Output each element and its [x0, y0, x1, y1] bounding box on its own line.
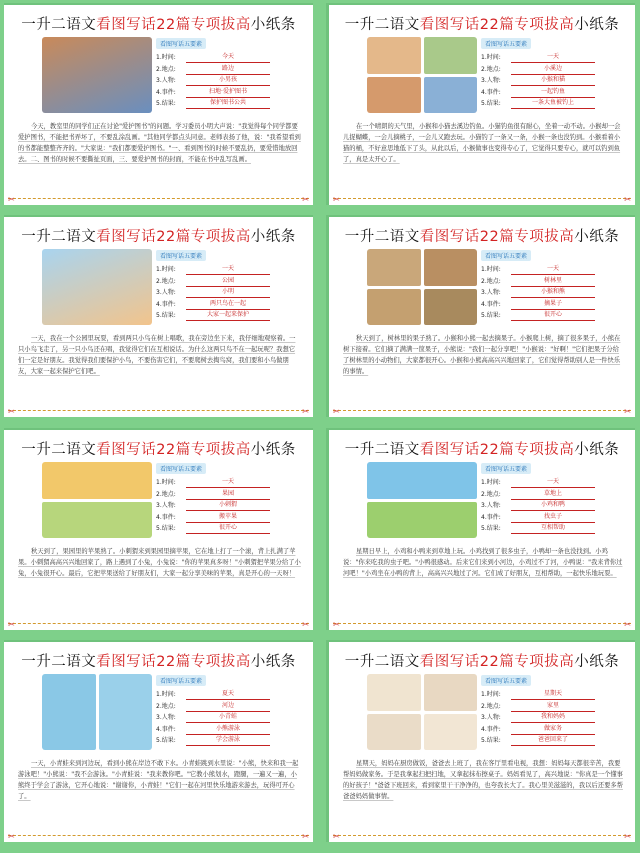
element-key: 5.结果:	[481, 737, 501, 744]
card-title	[329, 13, 635, 34]
title-highlight: 看图写话22篇专项拔高	[96, 17, 251, 33]
card-title	[4, 650, 313, 671]
five-elements-box	[481, 250, 599, 326]
element-key: 4.事件:	[156, 300, 176, 308]
cut-line	[333, 404, 631, 416]
scissor-icon: ✂	[624, 832, 631, 841]
illustration-panel	[367, 502, 477, 539]
element-value: 小青蛙	[186, 712, 270, 723]
element-key: 1.时间:	[156, 691, 176, 698]
element-key: 5.结果:	[156, 737, 176, 744]
title-prefix: 一升二语文	[21, 654, 97, 670]
element-key: 4.事件:	[156, 513, 176, 521]
note-card	[4, 3, 313, 205]
element-row	[156, 64, 274, 76]
element-value: 小明	[186, 287, 270, 298]
element-key: 4.事件:	[481, 513, 501, 521]
story-text	[18, 546, 301, 579]
illustration-panel	[424, 77, 478, 114]
element-value: 一天	[511, 264, 595, 275]
note-card	[326, 428, 635, 630]
element-row	[156, 512, 274, 524]
element-value: 一起钓鱼	[511, 87, 595, 98]
cut-line	[333, 829, 631, 841]
illustration-panel	[367, 462, 477, 499]
element-value: 保护图书公共	[186, 98, 270, 109]
box-heading: 看图写话五要素	[481, 250, 531, 261]
element-row	[156, 523, 274, 535]
element-value: 树林里	[511, 276, 595, 287]
element-key: 2.地点:	[156, 65, 176, 73]
element-row	[481, 98, 599, 110]
element-key: 1.时间:	[481, 266, 501, 273]
element-key: 3.人物:	[156, 77, 176, 84]
title-highlight: 看图写话22篇专项拔高	[419, 17, 575, 33]
element-row	[481, 276, 599, 288]
element-key: 1.时间:	[156, 54, 176, 61]
element-row	[481, 489, 599, 501]
title-highlight: 看图写话22篇专项拔高	[96, 229, 251, 245]
illustration-panel	[367, 37, 421, 74]
title-prefix: 一升二语文	[344, 229, 420, 245]
story-paragraph: 秋天到了，果园里的苹果熟了。小刺猬来到果园里摘苹果，它在地上打了一个滚，背上扎满了苹果。小刺猬高高兴兴地回家了，路上遇到了小兔，小兔说："你的苹果真多呀！"小刺猬把苹果分给了小兔，小兔很开心。最后，它把苹果送给了好朋友们，大家一起分享美味的苹果，真是开心的一天呀！	[18, 548, 301, 577]
illustration-panel	[424, 249, 478, 286]
story-paragraph: 星期日早上，小鸡和小鸭来到草地上玩。小鸡找到了很多虫子，小鸭却一条也没找到。小鸡说："你来吃我的虫子吧。"小鸭很感动。后来它们来到小河边，小鸡过不了河，小鸭说："我来背你过河吧！"小鸡坐在小鸭的背上，高高兴兴地过了河。它们成了好朋友，互相帮助，一起快乐地玩耍。	[343, 548, 623, 577]
title-prefix: 一升二语文	[344, 17, 420, 33]
scissor-icon: ✂	[302, 407, 309, 416]
element-key: 4.事件:	[481, 88, 501, 96]
illustration-panel	[367, 674, 421, 711]
element-value: 一条大鱼被钓上	[511, 98, 595, 109]
story-text	[343, 546, 623, 579]
note-card	[4, 215, 313, 417]
illustration-panel	[42, 502, 152, 539]
illustration	[367, 674, 477, 750]
element-value: 互相帮助	[511, 523, 595, 534]
scissor-icon: ✂	[333, 195, 340, 204]
element-value: 小刺猬	[186, 500, 270, 511]
element-key: 3.人物:	[481, 502, 501, 509]
element-value: 找虫子	[511, 512, 595, 523]
title-prefix: 一升二语文	[344, 654, 420, 670]
element-key: 3.人物:	[156, 289, 176, 296]
scissor-icon: ✂	[624, 407, 631, 416]
element-key: 3.人物:	[481, 289, 501, 296]
story-paragraph: 星期天，妈妈在厨房做饭，爸爸去上班了，我在客厅里看电视，我想：妈妈每天都很辛苦，我要帮妈妈做家务。于是我拿起扫把扫地，又拿起抹布擦桌子。妈妈看见了，高兴地说："你真是一个懂事的好孩子！"爸爸下班回来，看到家里干干净净的，也夸我长大了。我心里美滋滋的，我以后还要多帮爸爸妈妈做事情。	[343, 760, 623, 800]
element-row	[156, 87, 274, 99]
element-key: 5.结果:	[156, 100, 176, 107]
element-value: 公园	[186, 276, 270, 287]
element-key: 4.事件:	[156, 88, 176, 96]
element-key: 1.时间:	[156, 479, 176, 486]
illustration-panel	[367, 77, 421, 114]
card-title	[4, 225, 313, 246]
element-key: 4.事件:	[156, 725, 176, 733]
element-row	[481, 512, 599, 524]
card-title	[329, 438, 635, 459]
element-key: 1.时间:	[481, 479, 501, 486]
scissor-icon: ✂	[302, 195, 309, 204]
element-key: 2.地点:	[481, 65, 501, 73]
scissor-icon: ✂	[8, 195, 15, 204]
element-value: 一天	[186, 264, 270, 275]
illustration-panel	[367, 714, 421, 751]
element-value: 小猴和熊	[511, 287, 595, 298]
element-row	[481, 523, 599, 535]
card-title	[329, 225, 635, 246]
element-value: 摘果子	[511, 299, 595, 310]
title-suffix: 小纸条	[574, 229, 620, 245]
title-prefix: 一升二语文	[21, 229, 97, 245]
element-row	[481, 712, 599, 724]
element-key: 3.人物:	[156, 714, 176, 721]
element-value: 今天	[186, 52, 270, 63]
element-row	[156, 299, 274, 311]
illustration	[42, 674, 152, 750]
box-heading: 看图写话五要素	[481, 675, 531, 686]
illustration-panel	[42, 462, 152, 499]
element-row	[481, 724, 599, 736]
element-value: 做家务	[511, 724, 595, 735]
element-row	[156, 712, 274, 724]
element-row	[156, 310, 274, 322]
element-row	[156, 287, 274, 299]
scissor-icon: ✂	[8, 832, 15, 841]
element-key: 3.人物:	[481, 77, 501, 84]
element-row	[481, 310, 599, 322]
element-row	[156, 500, 274, 512]
element-value: 夏天	[186, 689, 270, 700]
illustration	[42, 37, 152, 113]
element-value: 星期天	[511, 689, 595, 700]
scissor-icon: ✂	[333, 620, 340, 629]
five-elements-box	[481, 675, 599, 751]
element-value: 很开心	[511, 310, 595, 321]
element-row	[156, 489, 274, 501]
element-key: 2.地点:	[156, 702, 176, 710]
element-key: 5.结果:	[481, 312, 501, 319]
element-value: 两只鸟在一起	[186, 299, 270, 310]
element-value: 一天	[511, 52, 595, 63]
cut-line	[333, 192, 631, 204]
element-key: 2.地点:	[156, 490, 176, 498]
illustration-panel	[42, 674, 96, 750]
title-suffix: 小纸条	[574, 17, 620, 33]
element-value: 爸爸回来了	[511, 735, 595, 746]
cut-line	[8, 404, 309, 416]
story-text	[343, 758, 623, 802]
element-value: 扫地·爱护图书	[186, 87, 270, 98]
story-paragraph: 秋天到了，树林里的果子熟了。小猴和小熊一起去摘果子。小猴爬上树，摘了很多果子，小熊在树下接着。它们摘了满满一筐果子，小熊说："我们一起分享吧！"小猴说："好啊！"它们把果子分给了树林里的小动物们，大家都很开心。小猴和小熊高高兴兴地回家了，它们觉得帮助别人是一件快乐的事情。	[343, 335, 621, 375]
element-value: 小男孩	[186, 75, 270, 86]
scissor-icon: ✂	[8, 407, 15, 416]
scissor-icon: ✂	[624, 620, 631, 629]
element-row	[156, 701, 274, 713]
element-value: 家里	[511, 701, 595, 712]
element-row	[481, 689, 599, 701]
box-heading: 看图写话五要素	[156, 463, 206, 474]
illustration-panel	[424, 714, 478, 751]
element-key: 5.结果:	[156, 312, 176, 319]
title-highlight: 看图写话22篇专项拔高	[419, 442, 575, 458]
element-row	[156, 477, 274, 489]
illustration	[367, 249, 477, 325]
element-row	[481, 264, 599, 276]
story-text	[18, 121, 301, 165]
element-key: 3.人物:	[156, 502, 176, 509]
element-key: 2.地点:	[481, 490, 501, 498]
story-paragraph: 一天，我在一个公园里玩耍，看到两只小鸟在树上唱歌，我在旁边坐下来，我仔细地观察着。一只小鸟飞走了，另一只小鸟还在唱，我觉得它们在互相说话。为什么这两只鸟不在一起玩呢？我想它们一定是好朋友。我觉得我们要保护小鸟，不要伤害它们，不要爬树去掏鸟窝，我们要和小鸟做朋友，大家一起来保护它们吧。	[18, 335, 296, 375]
element-row	[156, 735, 274, 747]
element-value: 大家一起来保护	[186, 310, 270, 321]
cut-line	[8, 192, 309, 204]
story-paragraph: 在一个晴朗的天气里，小猴和小猫去溪边钓鱼。小猫钓鱼很有耐心，坐着一动不动。小猴却一会儿捉蝴蝶，一会儿摘桃子，一会儿又跑去玩。小猫钓了一条又一条，小猴一条也没钓到。小猴看着小猫的桶，不好意思地低下了头，从此以后，小猴做事也变得专心了，它觉得只要专心，就可以钓到鱼了，真是太开心了。	[343, 123, 621, 163]
scissor-icon: ✂	[333, 407, 340, 416]
card-title	[4, 438, 313, 459]
element-row	[156, 276, 274, 288]
box-heading: 看图写话五要素	[156, 38, 206, 49]
element-row	[481, 52, 599, 64]
element-row	[481, 735, 599, 747]
element-value: 一天	[186, 477, 270, 488]
illustration-panel	[367, 289, 421, 326]
element-key: 3.人物:	[481, 714, 501, 721]
element-row	[156, 52, 274, 64]
note-card	[4, 640, 313, 842]
card-title	[4, 13, 313, 34]
title-prefix: 一升二语文	[21, 442, 97, 458]
element-key: 5.结果:	[481, 525, 501, 532]
illustration-panel	[424, 37, 478, 74]
element-value: 小鸡和鸭	[511, 500, 595, 511]
title-highlight: 看图写话22篇专项拔高	[419, 654, 575, 670]
illustration	[42, 462, 152, 538]
title-suffix: 小纸条	[250, 229, 296, 245]
title-prefix: 一升二语文	[21, 17, 97, 33]
note-card	[326, 3, 635, 205]
box-heading: 看图写话五要素	[156, 250, 206, 261]
illustration-panel	[424, 674, 478, 711]
element-key: 4.事件:	[481, 725, 501, 733]
story-text	[343, 121, 623, 165]
five-elements-box	[156, 675, 274, 751]
scissor-icon: ✂	[302, 832, 309, 841]
element-value: 很开心	[186, 523, 270, 534]
note-card	[326, 640, 635, 842]
element-value: 一天	[511, 477, 595, 488]
illustration-panel	[424, 289, 478, 326]
title-highlight: 看图写话22篇专项拔高	[419, 229, 575, 245]
element-row	[156, 75, 274, 87]
title-suffix: 小纸条	[250, 17, 296, 33]
element-key: 1.时间:	[156, 266, 176, 273]
element-value: 果园	[186, 489, 270, 500]
illustration-panel	[99, 674, 153, 750]
title-suffix: 小纸条	[574, 442, 620, 458]
element-row	[481, 299, 599, 311]
note-card	[326, 215, 635, 417]
element-value: 路边	[186, 64, 270, 75]
story-paragraph: 今天，教室里的同学们正在讨论"爱护图书"的问题。学习委员小明大声说："我觉得每个同学都要爱护图书，不能把书弄坏了，不要乱涂乱画。"其他同学都点头同意。老师表扬了他，说："我希望看到的书都能整整齐齐的。"大家说："我们都要爱护图书。"一、看到图书的时候不要乱扔，要爱惜地放回去。二、图书的时候不要撕扯页面，三、要爱护图书的封面，不能在书中乱写乱画。	[18, 123, 301, 163]
element-key: 1.时间:	[481, 691, 501, 698]
element-row	[156, 264, 274, 276]
story-text	[343, 333, 623, 377]
element-row	[481, 64, 599, 76]
element-value: 草地上	[511, 489, 595, 500]
element-value: 小溪边	[511, 64, 595, 75]
note-card	[4, 428, 313, 630]
element-value: 小猴和猫	[511, 75, 595, 86]
story-text	[18, 758, 301, 802]
element-key: 1.时间:	[481, 54, 501, 61]
element-key: 4.事件:	[481, 300, 501, 308]
story-text	[18, 333, 301, 377]
element-row	[156, 689, 274, 701]
element-row	[481, 87, 599, 99]
cut-line	[8, 617, 309, 629]
element-value: 河边	[186, 701, 270, 712]
story-paragraph: 一天，小青蛙来到河边玩，看到小熊在岸边不敢下水。小青蛙跳到水里说："小熊，快来和我一起游泳吧！"小熊说："我不会游泳。"小青蛙说："我来教你吧。"它教小熊划水，蹬腿，一遍又一遍，小熊终于学会了游泳，它开心地说："谢谢你，小青蛙！"它们一起在河里快乐地游来游去，玩得可开心了。	[18, 760, 299, 800]
illustration-panel	[367, 249, 421, 286]
title-suffix: 小纸条	[574, 654, 620, 670]
element-row	[481, 500, 599, 512]
five-elements-box	[156, 38, 274, 114]
element-key: 2.地点:	[481, 702, 501, 710]
five-elements-box	[156, 463, 274, 539]
scissor-icon: ✂	[8, 620, 15, 629]
title-prefix: 一升二语文	[344, 442, 420, 458]
illustration	[367, 462, 477, 538]
element-value: 我和妈妈	[511, 712, 595, 723]
scissor-icon: ✂	[624, 195, 631, 204]
box-heading: 看图写话五要素	[156, 675, 206, 686]
scissor-icon: ✂	[333, 832, 340, 841]
scissor-icon: ✂	[302, 620, 309, 629]
box-heading: 看图写话五要素	[481, 463, 531, 474]
illustration	[42, 249, 152, 325]
element-value: 搬苹果	[186, 512, 270, 523]
title-suffix: 小纸条	[250, 654, 296, 670]
element-row	[156, 98, 274, 110]
element-key: 5.结果:	[481, 100, 501, 107]
element-key: 2.地点:	[481, 277, 501, 285]
title-highlight: 看图写话22篇专项拔高	[96, 654, 251, 670]
element-row	[481, 477, 599, 489]
title-suffix: 小纸条	[250, 442, 296, 458]
five-elements-box	[481, 463, 599, 539]
element-value: 小熊游泳	[186, 724, 270, 735]
element-row	[481, 287, 599, 299]
element-key: 5.结果:	[156, 525, 176, 532]
illustration	[367, 37, 477, 113]
box-heading: 看图写话五要素	[481, 38, 531, 49]
title-highlight: 看图写话22篇专项拔高	[96, 442, 251, 458]
five-elements-box	[481, 38, 599, 114]
element-value: 学会游泳	[186, 735, 270, 746]
element-key: 2.地点:	[156, 277, 176, 285]
cut-line	[333, 617, 631, 629]
card-title	[329, 650, 635, 671]
element-row	[481, 701, 599, 713]
five-elements-box	[156, 250, 274, 326]
element-row	[156, 724, 274, 736]
element-row	[481, 75, 599, 87]
cut-line	[8, 829, 309, 841]
